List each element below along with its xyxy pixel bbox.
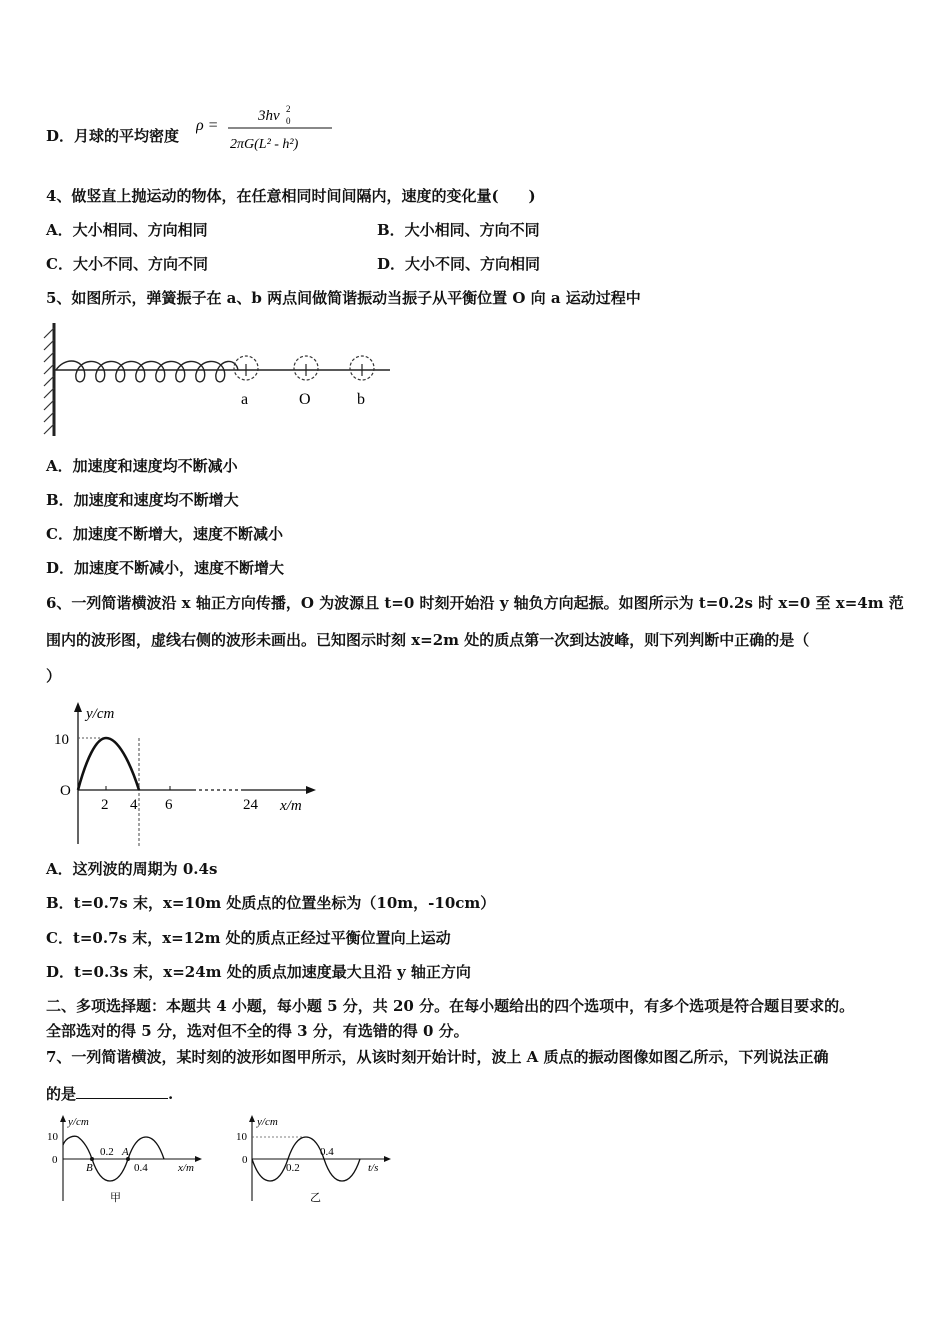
answer-blank	[76, 1084, 168, 1099]
y-axis-label: y/cm	[86, 706, 115, 722]
jia-x-label: x/m	[178, 1162, 194, 1174]
jia-x-tick-04: 0.4	[134, 1162, 148, 1174]
q4-option-b: B．大小相同、方向不同	[377, 221, 540, 239]
q6-option-a: A．这列波的周期为 0.4s	[46, 860, 218, 878]
x-tick-24: 24	[243, 797, 258, 813]
x-axis-arrow	[306, 786, 316, 794]
label-a: a	[241, 391, 249, 408]
yi-x-tick-02: 0.2	[286, 1162, 300, 1174]
yi-y-tick: 10	[236, 1131, 247, 1143]
density-formula	[196, 100, 336, 160]
jia-y-tick: 10	[47, 1131, 58, 1143]
formula-numerator: 3hv	[258, 108, 280, 124]
q4-option-c: C．大小不同、方向不同	[46, 255, 208, 273]
x-tick-2: 2	[101, 797, 109, 813]
jia-point-b: B	[86, 1162, 93, 1174]
formula-num-sup: 2	[286, 104, 291, 114]
q6-wave-graph	[46, 700, 326, 848]
origin-label: O	[60, 783, 71, 799]
yi-y-label: y/cm	[257, 1116, 278, 1128]
q5-option-d: D．加速度不断减小，速度不断增大	[46, 559, 285, 577]
q7-stem-line2: 的是 .	[46, 1085, 174, 1103]
x-axis-label: x/m	[280, 798, 302, 814]
label-o: O	[299, 391, 311, 408]
label-b: b	[357, 391, 365, 408]
jia-caption: 甲	[110, 1192, 121, 1204]
q6-stem-line2: 围内的波形图，虚线右侧的波形未画出。已知图示时刻 x=2m 处的质点第一次到达波峰，则下列判断中正确的是（	[46, 631, 810, 649]
yi-x-tick-04: 0.4	[320, 1146, 334, 1158]
jia-x-tick-02: 0.2	[100, 1146, 114, 1158]
q6-option-b: B．t=0.7s 末，x=10m 处质点的位置坐标为（10m，-10cm）	[46, 894, 496, 912]
q5-stem: 5、如图所示，弹簧振子在 a、b 两点间做简谐振动当振子从平衡位置 O 向 a 运动过程中	[46, 289, 641, 307]
q5-option-c: C．加速度不断增大，速度不断减小	[46, 525, 283, 543]
q3-option-d: D．月球的平均密度	[46, 127, 180, 145]
q5-option-a: A．加速度和速度均不断减小	[46, 457, 238, 475]
q6-stem-line3: ）	[46, 667, 62, 685]
q6-option-d: D．t=0.3s 末，x=24m 处的质点加速度最大且沿 y 轴正方向	[46, 963, 471, 981]
q6-stem-line1: 6、一列简谐横波沿 x 轴正方向传播，O 为波源且 t=0 时刻开始沿 y 轴负方向起振。如图所示为 t=0.2s 时 x=0 至 x=4m 范	[46, 594, 904, 612]
spring	[56, 361, 238, 382]
yi-origin: 0	[242, 1154, 248, 1166]
jia-origin: 0	[52, 1154, 58, 1166]
yi-caption: 乙	[310, 1192, 321, 1204]
q4-option-d: D．大小不同、方向相同	[377, 255, 541, 273]
wave-curve	[78, 738, 139, 790]
q6-option-c: C．t=0.7s 末，x=12m 处的质点正经过平衡位置向上运动	[46, 929, 451, 947]
jia-y-label: y/cm	[68, 1116, 89, 1128]
q4-stem: 4、做竖直上抛运动的物体，在任意相同时间间隔内，速度的变化量( )	[46, 187, 536, 205]
y-axis-arrow	[74, 702, 82, 712]
yi-x-label: t/s	[368, 1162, 379, 1174]
jia-point-a: A	[122, 1146, 129, 1158]
x-tick-4: 4	[130, 797, 138, 813]
section2-line2: 全部选对的得 5 分，选对但不全的得 3 分，有选错的得 0 分。	[46, 1022, 469, 1040]
formula-num-sub: 0	[286, 116, 291, 126]
x-tick-6: 6	[165, 797, 173, 813]
spring-oscillator-figure	[40, 318, 400, 440]
q7-figure-yi	[232, 1113, 402, 1208]
q4-option-a: A．大小相同、方向相同	[46, 221, 208, 239]
formula-lhs: ρ =	[196, 117, 219, 134]
q7-figure-jia	[40, 1113, 210, 1208]
q7-stem-line1: 7、一列简谐横波，某时刻的波形如图甲所示，从该时刻开始计时，波上 A 质点的振动图像如图乙所示，下列说法正确	[46, 1048, 829, 1066]
section2-line1: 二、多项选择题：本题共 4 小题，每小题 5 分，共 20 分。在每小题给出的四个选项中，有多个选项是符合题目要求的。	[46, 997, 855, 1015]
formula-denominator: 2πG(L² - h²)	[230, 137, 299, 152]
q5-option-b: B．加速度和速度均不断增大	[46, 491, 239, 509]
y-tick-10: 10	[54, 732, 69, 748]
